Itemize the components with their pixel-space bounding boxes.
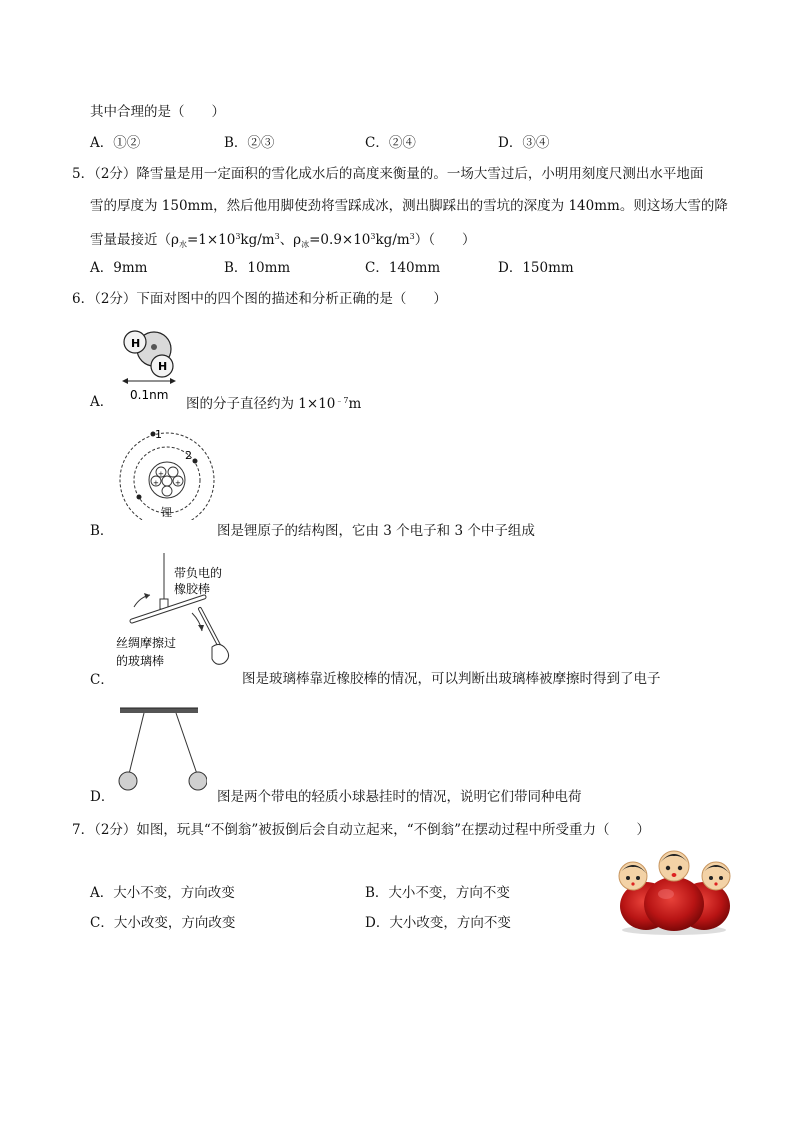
scale-arrow-right-head (170, 378, 176, 384)
water-molecule-figure (118, 325, 186, 403)
shell-label-2: 2 (185, 449, 192, 462)
left-ball (119, 772, 137, 790)
electron-inner-1 (193, 459, 198, 464)
rotation-arrowhead-right (198, 625, 204, 631)
q6-stem: 6．（2分）下面对图中的四个图的描述和分析正确的是（ ） (72, 291, 447, 307)
tumbler-toy-image (612, 846, 737, 936)
q5-option-c: C．140mm (365, 260, 441, 276)
scale-label: 0.1nm (130, 388, 169, 402)
q6-option-a-text: 图的分子直径约为 $1\times 10^{﹣7}m$ (186, 396, 362, 412)
q7-option-c: C．大小改变，方向改变 (90, 915, 236, 931)
scale-arrow-left-head (122, 378, 128, 384)
q5-option-b: B．10mm (224, 260, 291, 276)
glass-rod-label-2: 的玻璃棒 (116, 654, 165, 668)
rod-interaction-figure (112, 551, 242, 676)
q6-option-b-text: 图是锂原子的结构图，它由 3 个电子和 3 个中子组成 (217, 523, 535, 539)
hand-holding-rod (212, 644, 229, 664)
q6-option-d-label: D． (90, 789, 115, 805)
q4-option-a: A．①② (90, 135, 141, 151)
q5-stem-line3: 雪量最接近（$\rho_水=1\times 10^3kg/m^3$、$\rho_冰=0.9\times 10^3kg/m^3$）（ ） (90, 232, 476, 249)
q5-option-d: D．150mm (498, 260, 574, 276)
left-thread (129, 713, 144, 774)
hydrogen-symbol-right: H (158, 360, 168, 373)
right-ball (189, 772, 207, 790)
oxygen-nucleus-dot (151, 344, 157, 350)
q4-option-b: B．②③ (224, 135, 275, 151)
right-thread (176, 713, 197, 774)
lithium-atom-figure (115, 425, 220, 520)
q4-stem-tail: 其中合理的是（ ） (90, 104, 225, 120)
q4-option-c: C．②④ (365, 135, 416, 151)
shell-label-1: 1 (155, 428, 162, 441)
glass-rod-label-1: 丝绸摩擦过 (116, 636, 177, 650)
q6-option-a-label: A． (90, 394, 114, 410)
q7-option-a: A．大小不变，方向改变 (90, 885, 235, 901)
charged-balls-figure (112, 704, 207, 794)
rubber-rod-label-2: 橡胶棒 (174, 582, 211, 596)
q4-option-d: D．③④ (498, 135, 550, 151)
hydrogen-symbol-left: H (131, 337, 141, 350)
proton-sign-1: + (158, 470, 164, 478)
left-tumbler-head (619, 862, 647, 890)
q5-stem-line2: 雪的厚度为 150mm，然后他用脚使劲将雪踩成冰，测出脚踩出的雪坑的深度为 140mm。则这场大雪的降 (90, 198, 728, 214)
proton-sign-2: + (153, 479, 159, 487)
body-highlight (658, 889, 674, 899)
q6-option-c-text: 图是玻璃棒靠近橡胶棒的情况，可以判断出玻璃棒被摩擦时得到了电子 (242, 671, 661, 687)
q7-option-d: D．大小改变，方向不变 (365, 915, 511, 931)
right-tumbler-head (702, 862, 730, 890)
q6-option-b-label: B． (90, 523, 114, 539)
ceiling-support (120, 708, 198, 713)
proton-sign-3: + (175, 479, 181, 487)
q7-stem: 7．（2分）如图，玩具“不倒翁”被扳倒后会自动立起来，“不倒翁”在摆动过程中所受重力（ ） (72, 822, 651, 838)
rotation-arrowhead-left (144, 593, 150, 599)
rubber-rod-label-1: 带负电的 (174, 566, 223, 580)
electron-inner-2 (137, 495, 142, 500)
q5-stem-line1: 5．（2分）降雪量是用一定面积的雪化成水后的高度来衡量的。一场大雪过后，小明用刻度尺测出水平地面 (72, 166, 704, 182)
atom-name-label: 锂 (161, 506, 172, 519)
center-tumbler-body (644, 877, 704, 931)
center-tumbler-head (659, 851, 689, 881)
q6-option-d-text: 图是两个带电的轻质小球悬挂时的情况，说明它们带同种电荷 (217, 789, 582, 805)
q7-option-b: B．大小不变，方向不变 (365, 885, 510, 901)
q5-option-a: A．9mm (90, 260, 148, 276)
q6-option-c-label: C． (90, 672, 114, 688)
